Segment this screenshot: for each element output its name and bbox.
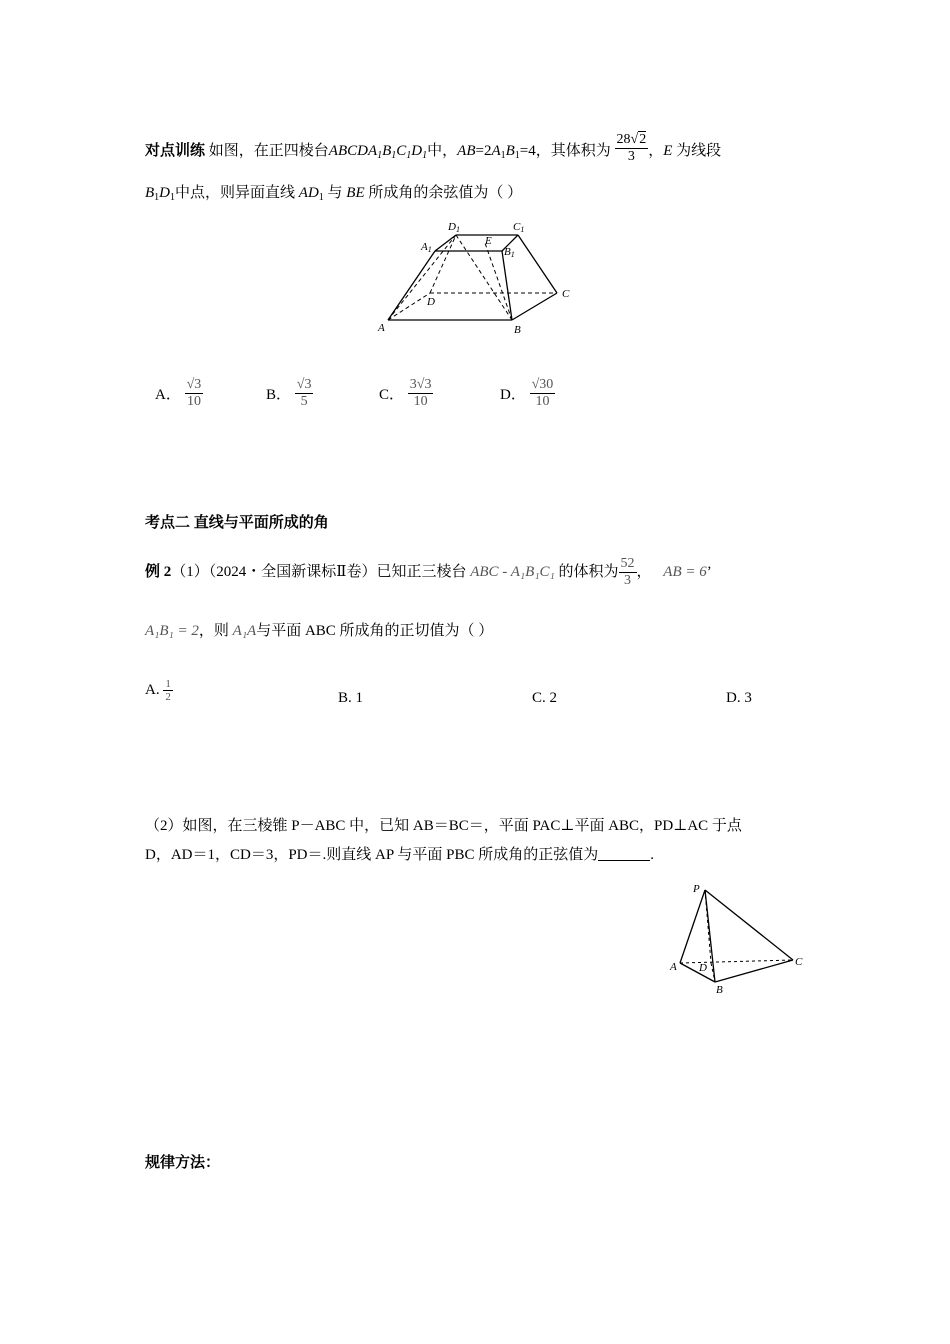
label-C2: C (795, 956, 803, 968)
option2-d[interactable]: D. 3 (726, 690, 752, 706)
label-C1: C1 (513, 221, 525, 234)
label-B2: B (716, 984, 723, 996)
label-D2: D (699, 962, 707, 974)
label-P: P (693, 883, 700, 895)
training-line-1: 对点训练 如图，在正四棱台$ABCDA_1B_1C_1D_1$中，$AB=2A_1B_1=4$，其体积为 $\frac{28√2}{3}$ ，E 为线段 (145, 132, 722, 164)
option-c[interactable]: C． $\frac{3√3}{10}$ (379, 377, 432, 409)
part2-line-2: D，AD＝1，CD＝3，PD＝.则直线 AP 与平面 PBC 所成角的正弦值为 . (145, 847, 654, 863)
label-D: D (427, 296, 435, 308)
frustum-figure (370, 215, 590, 340)
label-A: A (378, 322, 385, 334)
label-A2: A (670, 961, 677, 973)
option-d[interactable]: D． $\frac{√30}{10}$ (500, 377, 554, 409)
label-B1: B1 (504, 246, 515, 259)
answer-blank[interactable] (598, 846, 650, 861)
training-line-2: $B_1D_1$中点，则异面直线 $AD_1$ 与 BE 所成角的余弦值为（ ） (145, 185, 523, 203)
label-E: E (485, 235, 492, 247)
rule-label: 规律方法： (145, 1155, 221, 1171)
option-a[interactable]: A． $\frac{√3}{10}$ (155, 377, 202, 409)
example2-line-1: 例 2（1）（2024・全国新课标Ⅱ卷）已知正三棱台 ABC - A₁B₁C₁ 的体积为 $\frac{52}{3}$ ， AB = 6’ (145, 556, 712, 588)
option-b[interactable]: B． $\frac{√3}{5}$ (266, 377, 312, 409)
label-A1: A1 (421, 241, 432, 254)
part2-line-1: （2）如图，在三棱锥 P－ABC 中，已知 AB＝BC＝，平面 PAC⊥平面 ABC，PD⊥AC 于点 (145, 818, 742, 834)
option2-a[interactable]: A. $\frac{1}{2}$ (145, 678, 171, 703)
training-label: 对点训练 (145, 142, 206, 159)
volume-fraction: $\frac{28√2}{3}$ (616, 132, 647, 164)
option2-b[interactable]: B. 1 (338, 690, 364, 706)
option2-c[interactable]: C. 2 (532, 690, 558, 706)
label-D1: D1 (448, 221, 460, 234)
label-B: B (514, 324, 521, 336)
example2-line-2: A₁B₁ = 2，则 A₁A与平面 ABC 所成角的正切值为（ ） (145, 623, 494, 639)
tetrahedron-figure (665, 880, 810, 1000)
section-title: 考点二 直线与平面所成的角 (145, 515, 329, 531)
label-C: C (562, 288, 570, 300)
